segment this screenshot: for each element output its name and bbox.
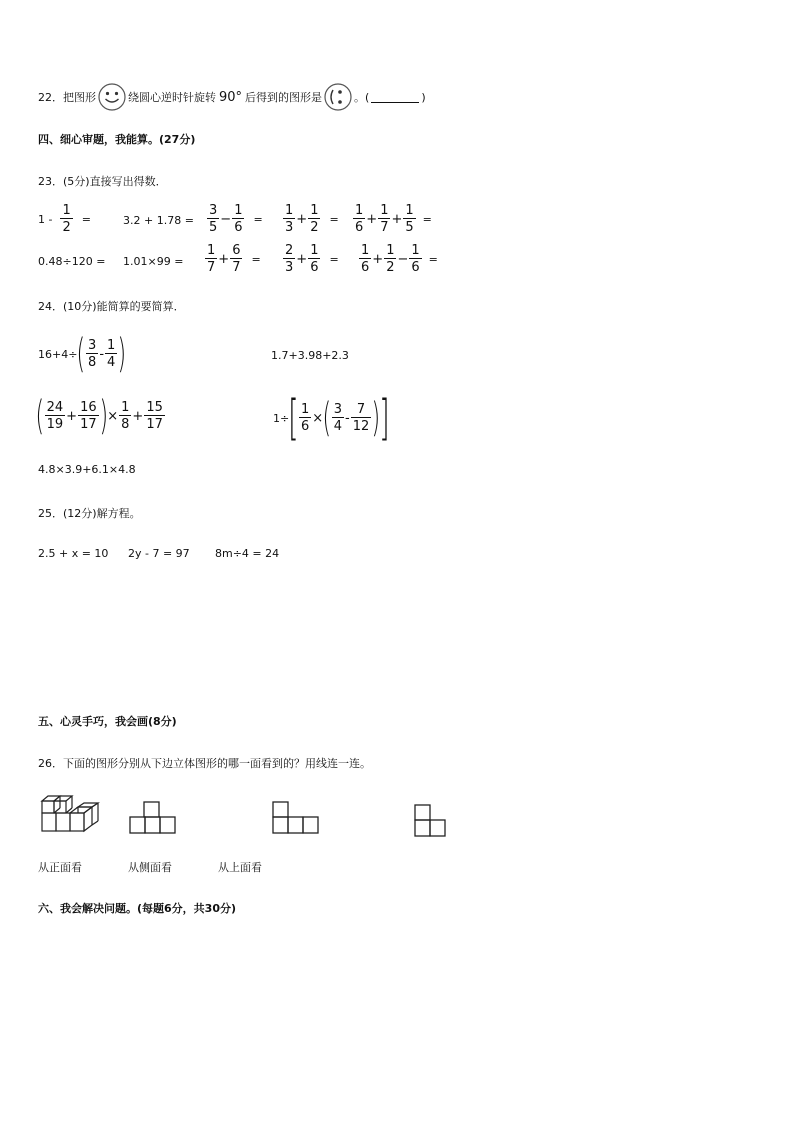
question-23-title: 23．(5分)直接写出得数． xyxy=(38,175,167,188)
rotated-smiley-icon xyxy=(323,82,353,112)
q23-expr-9: $\frac{2}{3}$ + $\frac{1}{6}$ = xyxy=(285,243,339,275)
q22-tail: 。( xyxy=(354,91,370,104)
q23-expr-2: 3.2 + 1.78 = xyxy=(123,214,194,227)
section-6-title: 六、我会解决问题。(每题6分，共30分) xyxy=(38,902,237,915)
q24-problem-3: ( $\frac{24}{19}$ + $\frac{16}{17}$ ) × $\frac{1}{8}$ + $\frac{15}{17}$ xyxy=(35,393,163,439)
q24-problem-5: 4.8×3.9+6.1×4.8 xyxy=(38,463,136,476)
q25-equation-3: 8m÷4 = 24 xyxy=(215,547,280,560)
q22-close: ) xyxy=(421,90,426,104)
label-top-view: 从上面看 xyxy=(218,861,262,874)
q25-equation-2: 2y - 7 = 97 xyxy=(128,547,190,560)
fraction: $\frac{1}{2}$ xyxy=(62,203,71,235)
view-figure-b xyxy=(271,800,321,836)
q23-expr-4: $\frac{1}{3}$ + $\frac{1}{2}$ = xyxy=(285,203,339,235)
q23-expr-6: 0.48÷120 = xyxy=(38,255,106,268)
q24-problem-2: 1.7+3.98+2.3 xyxy=(271,349,349,362)
view-figure-a xyxy=(128,800,178,836)
label-side-view: 从侧面看 xyxy=(128,861,172,874)
q23-expr-8: $\frac{1}{7}$ + $\frac{6}{7}$ = xyxy=(207,243,261,275)
q23-expr-1: 1 - $\frac{1}{2}$ = xyxy=(38,203,91,235)
q22-suffix: 后得到的图形是 xyxy=(245,91,323,104)
q25-equation-1: 2.5 + x = 10 xyxy=(38,547,109,560)
label-front-view: 从正面看 xyxy=(38,861,82,874)
section-5-title: 五、心灵手巧，我会画(8分) xyxy=(38,715,177,728)
question-26-title: 26．下面的图形分别从下边立体图形的哪一面看到的？用线连一连。 xyxy=(38,757,371,770)
question-22 xyxy=(38,82,426,112)
q24-problem-1: 16+4÷ ( $\frac{3}{8}$ - $\frac{1}{4}$ ) xyxy=(38,331,127,377)
smiley-face-icon xyxy=(97,82,127,112)
q23-expr-10: $\frac{1}{6}$ + $\frac{1}{2}$ − $\frac{1}{6}$ = xyxy=(361,243,438,275)
3d-cube-stack-figure xyxy=(38,793,100,837)
q23-expr-3: $\frac{3}{5}$ − $\frac{1}{6}$ = xyxy=(209,203,263,235)
question-25-title: 25．(12分)解方程。 xyxy=(38,507,141,520)
q23-expr-7: 1.01×99 = xyxy=(123,255,184,268)
view-figure-c xyxy=(413,803,449,839)
question-24-title: 24．(10分)能简算的要简算． xyxy=(38,300,185,313)
answer-blank[interactable] xyxy=(371,92,419,103)
q22-prefix: 22．把图形 xyxy=(38,91,96,104)
q23-expr-5: $\frac{1}{6}$ + $\frac{1}{7}$ + $\frac{1}{5}$ = xyxy=(355,203,432,235)
q22-angle: 90° xyxy=(219,89,243,105)
section-4-title: 四、细心审题，我能算。(27分) xyxy=(38,133,196,146)
q24-problem-4: 1÷ [ $\frac{1}{6}$ × ( $\frac{3}{4}$ - $\frac{7}{12}$ ) ] xyxy=(273,390,390,446)
q22-middle: 绕圆心逆时针旋转 xyxy=(128,91,216,104)
